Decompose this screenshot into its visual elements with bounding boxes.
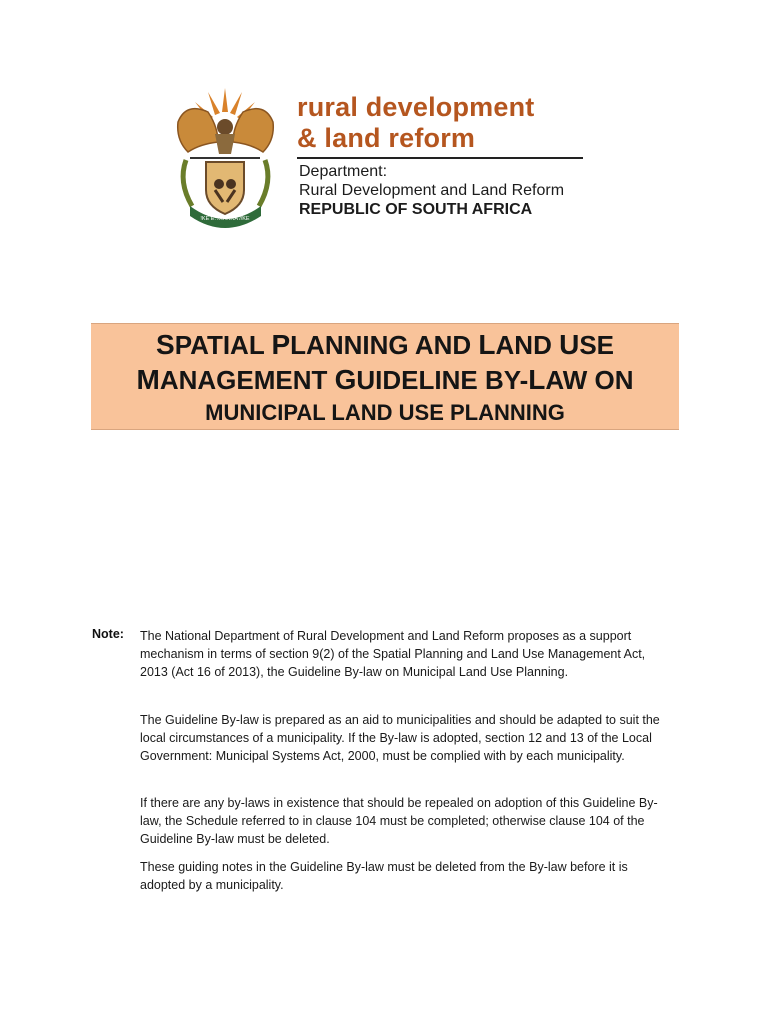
brand-divider [297, 157, 583, 159]
svg-text:!KE E: /XARRA //KE: !KE E: /XARRA //KE [200, 216, 250, 222]
department-block [299, 162, 564, 219]
brand-name [297, 92, 534, 154]
title-banner [91, 323, 679, 430]
country-name: REPUBLIC OF SOUTH AFRICA [299, 201, 533, 218]
title-line-3: MUNICIPAL LAND USE PLANNING [205, 400, 565, 425]
note-paragraph-2: The Guideline By-law is prepared as an aid to municipalities and should be adapted to suit the local circumstances of a municipality. If the By-law is adopted, section 12 and 13 of the Local Government: Municipal Systems Act, 2000, must be complied with by each municipality. [140, 713, 660, 763]
note-label: Note: [92, 627, 124, 641]
note-paragraph-3: If there are any by-laws in existence that should be repealed on adoption of this Guideline By-law, the Schedule referred to in clause 104 must be completed; otherwise clause 104 of the Guideline By-law must be deleted. [140, 796, 658, 846]
brand-line-2: & land reform [297, 123, 476, 153]
title-line-1: SPATIAL PLANNING AND LAND USE [156, 329, 614, 360]
department-name: Rural Development and Land Reform [299, 182, 565, 199]
department-label: Department: [299, 163, 388, 180]
brand-line-1: rural development [297, 92, 535, 122]
title-line-2: MANAGEMENT GUIDELINE BY-LAW ON [136, 364, 634, 395]
coat-of-arms-icon [168, 82, 283, 232]
note-paragraph-4: These guiding notes in the Guideline By-law must be deleted from the By-law before it is adopted by a municipality. [140, 860, 628, 892]
note-paragraph-1: The National Department of Rural Development and Land Reform proposes as a support mechanism in terms of section 9(2) of the Spatial Planning and Land Use Management Act, 2013 (Act 16 of 2013), the Guideline By-law on Municipal Land Use Planning. [140, 629, 646, 679]
